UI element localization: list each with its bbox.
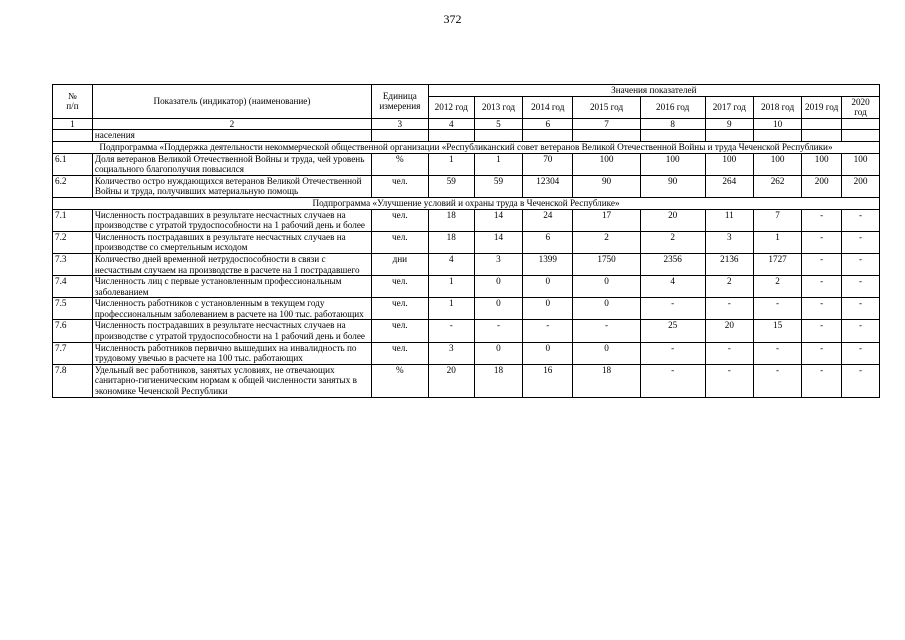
indicator-value: 1399 [523,253,573,275]
indicator-value: - [802,253,842,275]
indicator-value: 0 [474,298,522,320]
indicator-value: - [802,231,842,253]
indicator-value: - [802,320,842,342]
row-num: 7.8 [53,364,93,397]
indicators-table [52,84,880,398]
indicator-value: 100 [705,153,753,175]
header-year: 2018 год [753,96,801,118]
indicator-value: - [573,320,640,342]
column-number: 9 [705,118,753,130]
indicator-value: 3 [428,342,474,364]
header-year: 2013 год [474,96,522,118]
column-number: 1 [53,118,93,130]
indicator-value: 1 [428,276,474,298]
table-row [53,320,880,342]
row-num: 6.1 [53,153,93,175]
header-indicator: Показатель (индикатор) (наименование) [92,85,371,119]
column-number [842,118,880,130]
unit: чел. [372,342,429,364]
indicator-value: 17 [573,209,640,231]
indicator-value: 18 [573,364,640,397]
indicator-name: Численность лиц с первые установленным профессиональным заболеванием [92,276,371,298]
indicator-value: 20 [705,320,753,342]
indicator-value: - [705,298,753,320]
subprogram-heading-labor: Подпрограмма «Улучшение условий и охраны труда в Чеченской Республике» [53,197,880,209]
indicator-name: Количество дней временной нетрудоспособности в связи с несчастным случаем на производстве в расчете на 1 пострадавшего [92,253,371,275]
header-values-group: Значения показателей [428,85,879,97]
indicator-value: 4 [640,276,705,298]
indicator-value: 18 [428,231,474,253]
indicator-value: - [842,253,880,275]
row-num: 7.6 [53,320,93,342]
indicator-name: Количество остро нуждающихся ветеранов Великой Отечественной Войны и труда, получивших материальную помощь [92,175,371,197]
row-num: 7.2 [53,231,93,253]
indicator-value: 4 [428,253,474,275]
unit: чел. [372,276,429,298]
column-number: 7 [573,118,640,130]
row-num: 6.2 [53,175,93,197]
row-num: 7.1 [53,209,93,231]
indicator-value: 90 [640,175,705,197]
indicator-value: 0 [573,276,640,298]
header-year: 2014 год [523,96,573,118]
indicator-value: - [842,209,880,231]
header-year: 2015 год [573,96,640,118]
table-row [53,209,880,231]
indicator-value: - [842,231,880,253]
header-year: 2019 год [802,96,842,118]
indicator-name: Численность работников с установленным в текущем году профессиональным заболеванием в расчете на 100 тыс. работающих [92,298,371,320]
indicator-value: 100 [802,153,842,175]
continuation-text: населения [92,130,371,142]
indicator-value: - [842,364,880,397]
indicator-value: - [705,342,753,364]
header-year: 2012 год [428,96,474,118]
indicator-value: 20 [640,209,705,231]
unit: чел. [372,209,429,231]
indicator-value: 2 [573,231,640,253]
header-year: 2016 год [640,96,705,118]
indicator-value: 14 [474,231,522,253]
indicator-value: - [802,276,842,298]
indicator-value: 3 [705,231,753,253]
table-row [53,342,880,364]
column-number: 6 [523,118,573,130]
indicator-value: 100 [640,153,705,175]
indicator-value: 1 [428,153,474,175]
indicator-value: 0 [573,298,640,320]
indicator-name: Численность пострадавших в результате несчастных случаев на производстве с утратой трудоспособности на 1 рабочий день и более [92,209,371,231]
indicator-name: Численность работников первично вышедших на инвалидность по трудовому увечью в расчете на 100 тыс. работающих [92,342,371,364]
table-row [53,231,880,253]
indicator-value: 0 [474,276,522,298]
indicator-value: 2 [640,231,705,253]
indicator-value: 14 [474,209,522,231]
indicator-value: 100 [842,153,880,175]
column-number: 2 [92,118,371,130]
indicator-value: 100 [573,153,640,175]
indicator-value: 1727 [753,253,801,275]
indicator-value: 3 [474,253,522,275]
header-year: 2020 год [842,96,880,118]
indicator-value: 18 [428,209,474,231]
indicator-value: - [640,342,705,364]
indicator-value: - [842,342,880,364]
indicator-value: 1750 [573,253,640,275]
indicator-value: 262 [753,175,801,197]
indicator-value: 1 [474,153,522,175]
indicator-value: 24 [523,209,573,231]
column-number [802,118,842,130]
indicator-value: - [753,298,801,320]
indicator-value: 2 [753,276,801,298]
header-num: № п/п [53,85,93,119]
indicator-value: 90 [573,175,640,197]
indicator-value: 70 [523,153,573,175]
indicator-value: 2 [705,276,753,298]
indicator-name: Удельный вес работников, занятых условиях, не отвечающих санитарно-гигиеническим нормам к общей численности занятых в экономике Чеченской Республики [92,364,371,397]
indicator-value: 0 [523,342,573,364]
unit: % [372,364,429,397]
indicator-value: - [753,364,801,397]
header-unit: Единица измерения [372,85,429,119]
column-number: 5 [474,118,522,130]
indicator-value: - [842,276,880,298]
indicator-value: 59 [474,175,522,197]
column-number: 4 [428,118,474,130]
unit: чел. [372,320,429,342]
indicator-value: 12304 [523,175,573,197]
column-number: 10 [753,118,801,130]
table-row [53,175,880,197]
indicator-value: 1 [753,231,801,253]
indicator-name: Численность пострадавших в результате несчастных случаев на производстве со смертельным исходом [92,231,371,253]
column-number: 3 [372,118,429,130]
indicator-value: 200 [802,175,842,197]
indicator-value: 0 [523,298,573,320]
indicator-value: - [640,364,705,397]
table-row [53,253,880,275]
indicator-value: - [474,320,522,342]
row-num: 7.5 [53,298,93,320]
indicator-value: 2356 [640,253,705,275]
row-num: 7.7 [53,342,93,364]
indicator-value: 20 [428,364,474,397]
indicator-value: - [802,298,842,320]
indicator-value: - [705,364,753,397]
indicator-value: - [802,209,842,231]
indicator-value: 200 [842,175,880,197]
unit: чел. [372,231,429,253]
indicator-value: - [753,342,801,364]
indicator-value: 264 [705,175,753,197]
indicator-value: 16 [523,364,573,397]
indicator-value: - [428,320,474,342]
indicator-value: - [842,320,880,342]
unit: чел. [372,298,429,320]
indicator-value: 11 [705,209,753,231]
indicator-value: - [802,364,842,397]
row-num: 7.3 [53,253,93,275]
indicator-value: 0 [523,276,573,298]
indicator-value: 2136 [705,253,753,275]
table-row [53,276,880,298]
table-row [53,364,880,397]
indicator-value: - [523,320,573,342]
unit: чел. [372,175,429,197]
column-number: 8 [640,118,705,130]
indicator-value: 1 [428,298,474,320]
indicator-value: - [640,298,705,320]
unit: дни [372,253,429,275]
table-row [53,153,880,175]
indicator-value: 18 [474,364,522,397]
indicator-value: 25 [640,320,705,342]
indicator-value: 15 [753,320,801,342]
indicator-value: 59 [428,175,474,197]
row-num: 7.4 [53,276,93,298]
indicator-value: 7 [753,209,801,231]
indicator-name: Численность пострадавших в результате несчастных случаев на производстве с утратой трудоспособности на 1 рабочий день и более [92,320,371,342]
indicator-name: Доля ветеранов Великой Отечественной Войны и труда, чей уровень социального благополучия повысился [92,153,371,175]
indicator-value: - [842,298,880,320]
table-row [53,298,880,320]
indicator-value: 0 [474,342,522,364]
unit: % [372,153,429,175]
indicator-value: 0 [573,342,640,364]
indicator-value: 100 [753,153,801,175]
subprogram-heading-veterans: Подпрограмма «Поддержка деятельности некоммерческой общественной организации «Республиканский совет ветеранов Великой Отечественной Войны и труда Чеченской Республики» [53,141,880,153]
indicator-value: 6 [523,231,573,253]
page-number: 372 [443,12,462,26]
indicator-value: - [802,342,842,364]
header-year: 2017 год [705,96,753,118]
